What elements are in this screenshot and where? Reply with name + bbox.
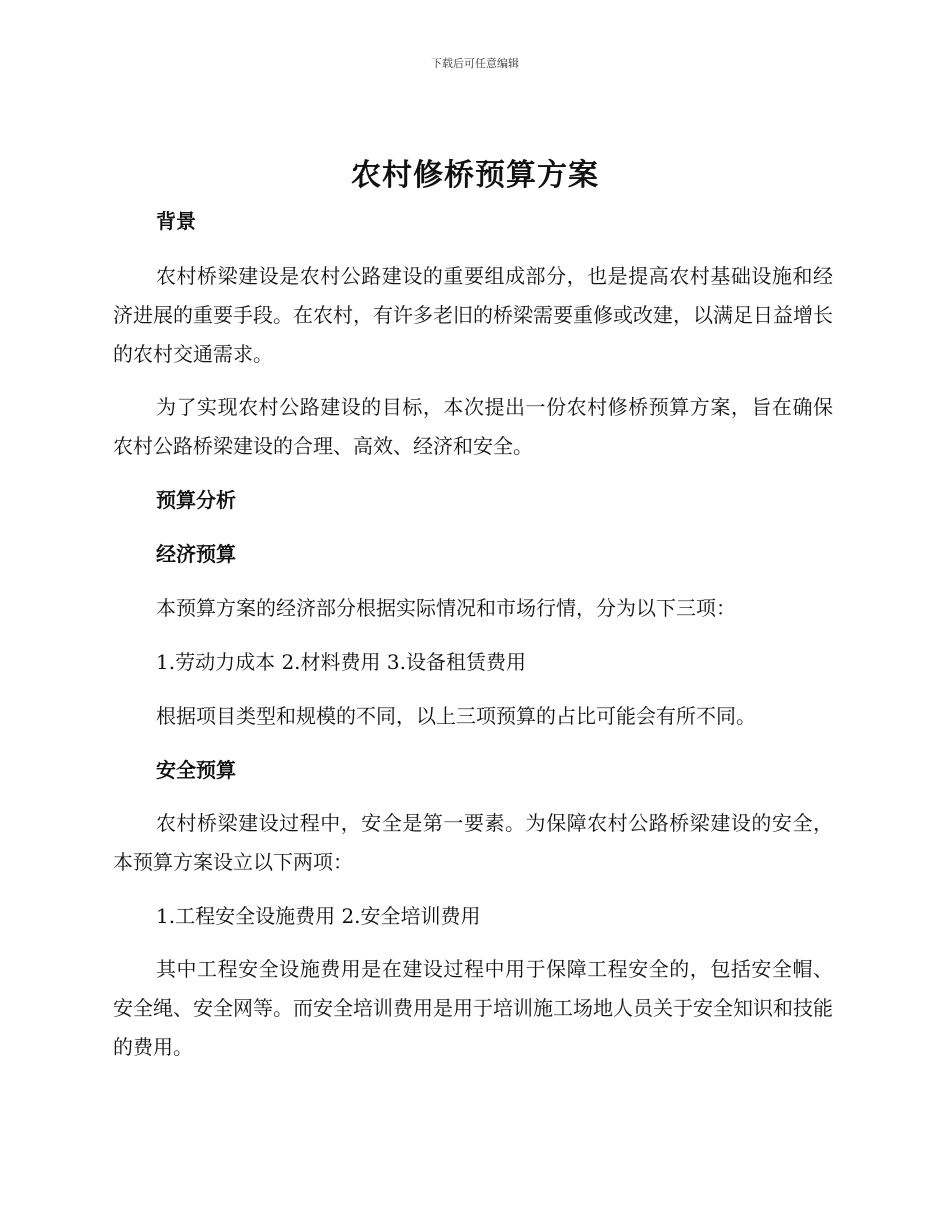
document-title: 农村修桥预算方案	[351, 158, 599, 193]
heading-safety-budget: 安全预算	[156, 758, 236, 782]
document-body	[113, 205, 833, 1067]
paragraph-economic-intro: 本预算方案的经济部分根据实际情况和市场行情，分为以下三项：	[156, 596, 736, 620]
paragraph-background-2: 为了实现农村公路建设的目标，本次提出一份农村修桥预算方案，旨在确保农村公路桥梁建设的合理、高效、经济和安全。	[113, 395, 833, 458]
paragraph-safety-intro: 农村桥梁建设过程中，安全是第一要素。为保障农村公路桥梁建设的安全，本预算方案设立以下两项：	[113, 811, 833, 874]
heading-background: 背景	[156, 209, 196, 233]
paragraph-economic-note: 根据项目类型和规模的不同，以上三项预算的占比可能会有所不同。	[156, 704, 756, 728]
heading-economic-budget: 经济预算	[156, 542, 236, 566]
heading-budget-analysis: 预算分析	[156, 488, 236, 512]
paragraph-economic-items: 1.劳动力成本 2.材料费用 3.设备租赁费用	[156, 650, 526, 674]
paragraph-background-1: 农村桥梁建设是农村公路建设的重要组成部分，也是提高农村基础设施和经济进展的重要手段。在农村，有许多老旧的桥梁需要重修或改建，以满足日益增长的农村交通需求。	[113, 264, 833, 366]
paragraph-safety-items: 1.工程安全设施费用 2.安全培训费用	[156, 904, 481, 928]
paragraph-safety-detail: 其中工程安全设施费用是在建设过程中用于保障工程安全的，包括安全帽、安全绳、安全网等。而安全培训费用是用于培训施工场地人员关于安全知识和技能的费用。	[113, 957, 833, 1059]
header-note: 下载后可任意编辑	[431, 57, 519, 70]
